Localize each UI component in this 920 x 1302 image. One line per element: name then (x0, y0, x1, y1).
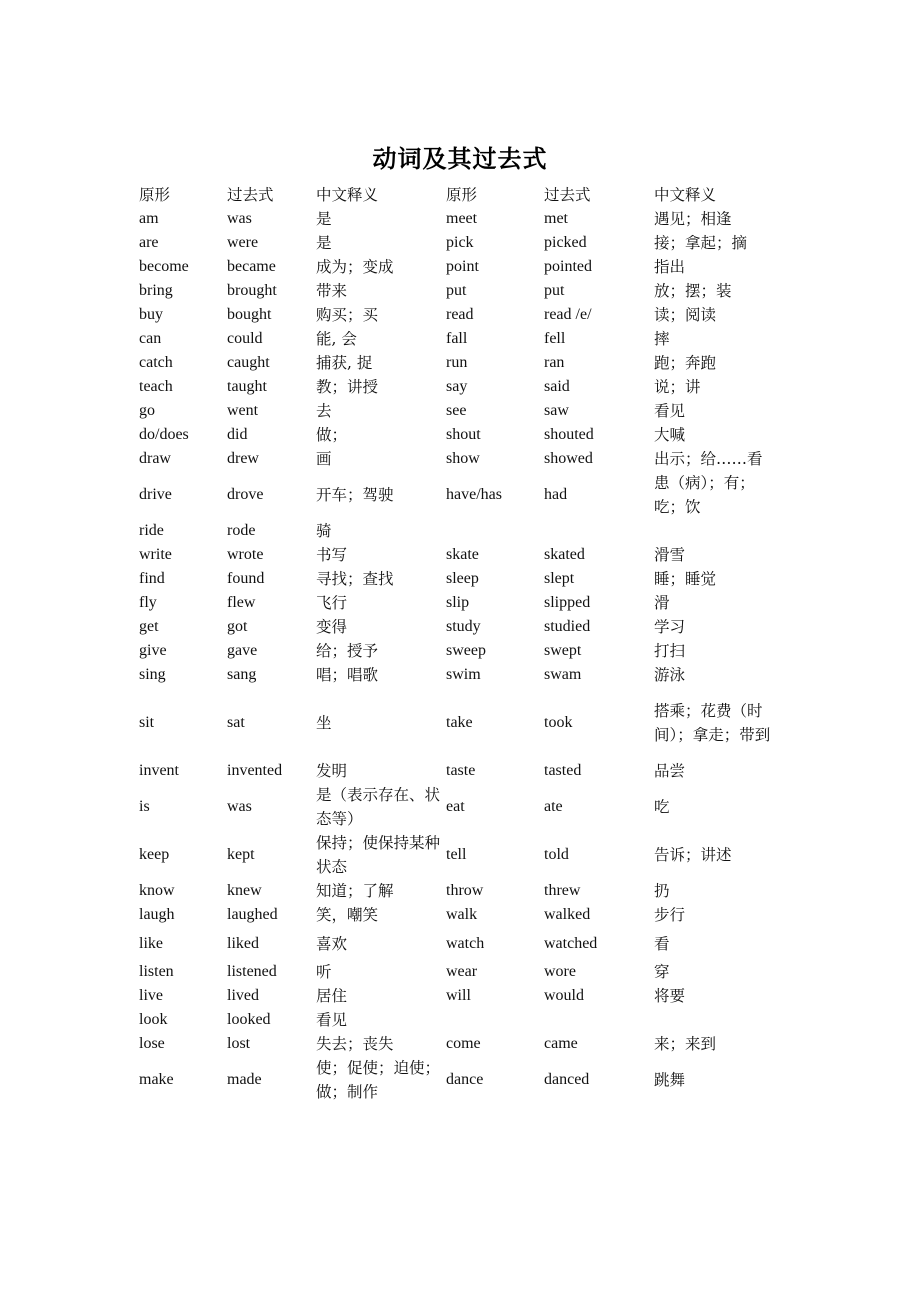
past-form-cell: ate (544, 798, 563, 815)
past-form-cell: wrote (227, 546, 264, 563)
chinese-meaning-cell: 说；讲 (654, 378, 701, 396)
chinese-meaning-cell: 学习 (654, 618, 686, 636)
base-form-cell: catch (139, 354, 173, 371)
table-row (133, 783, 783, 831)
past-form-cell: went (227, 402, 259, 419)
base-form-cell: swim (446, 666, 481, 683)
past-form-cell: drew (227, 450, 259, 467)
base-form-cell: sing (139, 666, 166, 683)
past-form-cell: laughed (227, 906, 278, 923)
past-form-cell: slipped (544, 594, 591, 611)
past-form-cell: showed (544, 450, 593, 467)
past-form-cell: found (227, 570, 265, 587)
chinese-meaning-cell: 滑 (654, 594, 670, 612)
past-form-cell: brought (227, 282, 277, 299)
base-form-cell: go (139, 402, 155, 419)
chinese-meaning-cell: 书写 (316, 546, 348, 564)
chinese-meaning-cell: 吃 (654, 798, 670, 816)
verb-table (133, 183, 783, 1104)
base-form-cell: will (446, 987, 471, 1004)
past-form-cell: pointed (544, 258, 592, 275)
chinese-meaning-cell: 能, 会 (316, 330, 357, 348)
table-row (133, 567, 783, 591)
past-form-cell: taught (227, 378, 267, 395)
table-row (133, 255, 783, 279)
chinese-meaning-cell: 步行 (654, 906, 686, 924)
base-form-cell: eat (446, 798, 465, 815)
past-form-cell: slept (544, 570, 575, 587)
base-form-cell: tell (446, 846, 467, 863)
past-form-cell: gave (227, 642, 258, 659)
base-form-cell: run (446, 354, 468, 371)
past-form-cell: sang (227, 666, 257, 683)
chinese-meaning-cell: 居住 (316, 987, 348, 1005)
base-form-cell: ride (139, 522, 164, 539)
past-form-cell: bought (227, 306, 272, 323)
chinese-meaning-cell: 来；来到 (654, 1035, 717, 1053)
past-form-cell: came (544, 1035, 578, 1052)
chinese-meaning-cell: 成为；变成 (316, 258, 394, 276)
chinese-meaning-cell: 看见 (316, 1011, 348, 1029)
base-form-cell: bring (139, 282, 173, 299)
header-base-form: 原形 (139, 186, 171, 204)
past-form-cell: kept (227, 846, 255, 863)
chinese-meaning-cell: 放；摆；装 (654, 282, 732, 300)
chinese-meaning-cell: 听 (316, 963, 332, 981)
past-form-cell: said (544, 378, 570, 395)
chinese-meaning-cell: 跑；奔跑 (654, 354, 717, 372)
base-form-cell: find (139, 570, 165, 587)
base-form-cell: throw (446, 882, 484, 899)
header-past-form: 过去式 (544, 186, 591, 204)
base-form-cell: like (139, 934, 163, 952)
chinese-meaning-cell: 睡；睡觉 (654, 570, 717, 588)
table-row (133, 960, 783, 984)
chinese-meaning-cell: 知道；了解 (316, 882, 394, 900)
base-form-cell (440, 1008, 538, 1032)
base-form-cell: slip (446, 594, 470, 611)
chinese-meaning-cell: 使；促使；迫使；做；制作 (316, 1059, 441, 1101)
base-form-cell: dance (446, 1071, 484, 1088)
chinese-meaning-cell: 看见 (654, 402, 686, 420)
past-form-cell: looked (227, 1011, 271, 1028)
past-form-cell: saw (544, 402, 569, 419)
base-form-cell: put (446, 282, 467, 299)
past-form-cell: lived (227, 987, 259, 1004)
table-row (133, 639, 783, 663)
chinese-meaning-cell: 给；授予 (316, 642, 379, 660)
past-form-cell: got (227, 618, 248, 635)
chinese-meaning-cell: 接；拿起；摘 (654, 234, 748, 252)
base-form-cell: drive (139, 486, 172, 503)
past-form-cell: would (544, 987, 584, 1004)
base-form-cell: have/has (446, 486, 502, 503)
past-form-cell: liked (227, 934, 259, 952)
past-form-cell: was (227, 798, 252, 815)
table-row (133, 831, 783, 879)
base-form-cell: walk (446, 906, 478, 923)
base-form-cell: write (139, 546, 172, 563)
base-form-cell: watch (446, 934, 485, 952)
chinese-meaning-cell: 飞行 (316, 594, 348, 612)
past-form-cell: listened (227, 963, 277, 980)
base-form-cell: see (446, 402, 467, 419)
base-form-cell: keep (139, 846, 170, 863)
chinese-meaning-cell: 是 (316, 234, 332, 252)
base-form-cell: know (139, 882, 175, 899)
base-form-cell: draw (139, 450, 171, 467)
chinese-meaning-cell: 大喊 (654, 426, 686, 444)
base-form-cell: come (446, 1035, 481, 1052)
past-form-cell: skated (544, 546, 585, 563)
chinese-meaning-cell: 患（病）；有；吃；饮 (654, 474, 755, 516)
chinese-meaning-cell: 教；讲授 (316, 378, 379, 396)
past-form-cell: rode (227, 522, 256, 539)
chinese-meaning-cell: 将要 (654, 987, 686, 1005)
table-row (133, 1056, 783, 1104)
table-row (133, 543, 783, 567)
chinese-meaning-cell: 画 (316, 450, 332, 468)
past-form-cell: did (227, 426, 248, 443)
table-row (133, 303, 783, 327)
past-form-cell (538, 1008, 648, 1032)
table-row (133, 423, 783, 447)
chinese-meaning-cell: 带来 (316, 282, 348, 300)
chinese-meaning-cell: 跳舞 (654, 1071, 686, 1089)
table-row (133, 759, 783, 783)
base-form-cell: is (139, 798, 150, 815)
chinese-meaning-cell: 变得 (316, 618, 348, 636)
table-row (133, 231, 783, 255)
table-row (133, 207, 783, 231)
chinese-meaning-cell: 做； (316, 426, 348, 444)
past-form-cell: swept (544, 642, 582, 659)
base-form-cell: sleep (446, 570, 479, 587)
table-row (133, 519, 783, 543)
base-form-cell (440, 519, 538, 543)
past-form-cell: shouted (544, 426, 594, 443)
table-row (133, 1008, 783, 1032)
table-row (133, 687, 783, 759)
base-form-cell: sit (139, 714, 155, 731)
table-row (133, 591, 783, 615)
past-form-cell (538, 519, 648, 543)
base-form-cell: listen (139, 963, 174, 980)
chinese-meaning-cell: 坐 (316, 714, 332, 732)
chinese-meaning-cell: 开车；驾驶 (316, 486, 394, 504)
base-form-cell: read (446, 306, 474, 323)
chinese-meaning-cell: 滑雪 (654, 546, 686, 564)
past-form-cell: danced (544, 1071, 590, 1088)
past-form-cell: tasted (544, 762, 582, 779)
table-row (133, 375, 783, 399)
past-form-cell: told (544, 846, 569, 863)
base-form-cell: wear (446, 963, 478, 980)
chinese-meaning-cell: 告诉；讲述 (654, 846, 732, 864)
chinese-meaning-cell: 看 (654, 934, 670, 953)
chinese-meaning-cell: 保持；使保持某种状态 (316, 834, 441, 876)
past-form-cell: drove (227, 486, 264, 503)
chinese-meaning-cell: 遇见；相逢 (654, 210, 732, 228)
chinese-meaning-cell: 打扫 (654, 642, 686, 660)
table-row (133, 984, 783, 1008)
base-form-cell: sweep (446, 642, 486, 659)
past-form-cell: invented (227, 762, 283, 779)
base-form-cell: taste (446, 762, 476, 779)
base-form-cell: point (446, 258, 479, 275)
header-chinese-meaning: 中文释义 (654, 186, 717, 204)
past-form-cell: swam (544, 666, 582, 683)
chinese-meaning-cell: 唱；唱歌 (316, 666, 379, 684)
past-form-cell: made (227, 1071, 262, 1088)
base-form-cell: are (139, 234, 159, 251)
table-row (133, 1032, 783, 1056)
chinese-meaning-cell: 去 (316, 402, 332, 420)
base-form-cell: fall (446, 330, 468, 347)
table-row (133, 927, 783, 960)
base-form-cell: shout (446, 426, 481, 443)
past-form-cell: walked (544, 906, 591, 923)
base-form-cell: skate (446, 546, 479, 563)
past-form-cell: ran (544, 354, 565, 371)
base-form-cell: live (139, 987, 163, 1004)
table-row (133, 327, 783, 351)
chinese-meaning-cell: 喜欢 (316, 934, 348, 953)
chinese-meaning-cell: 摔 (654, 330, 670, 348)
base-form-cell: lose (139, 1035, 165, 1052)
table-row (133, 903, 783, 927)
header-chinese-meaning: 中文释义 (316, 186, 379, 204)
past-form-cell: lost (227, 1035, 251, 1052)
past-form-cell: put (544, 282, 565, 299)
chinese-meaning-cell: 是（表示存在、状态等） (316, 786, 441, 828)
chinese-meaning-cell: 失去；丧失 (316, 1035, 394, 1053)
past-form-cell: caught (227, 354, 270, 371)
chinese-meaning-cell: 购买；买 (316, 306, 379, 324)
table-row (133, 279, 783, 303)
base-form-cell: do/does (139, 426, 189, 443)
past-form-cell: wore (544, 963, 576, 980)
base-form-cell: say (446, 378, 468, 395)
table-row (133, 471, 783, 519)
past-form-cell: read /e/ (544, 306, 592, 323)
past-form-cell: flew (227, 594, 256, 611)
chinese-meaning-cell: 搭乘；花费（时间）；拿走；带到 (654, 702, 771, 744)
chinese-meaning-cell: 扔 (654, 882, 670, 900)
past-form-cell: had (544, 486, 568, 503)
base-form-cell: meet (446, 210, 478, 227)
chinese-meaning-cell: 是 (316, 210, 332, 228)
past-form-cell: were (227, 234, 259, 251)
past-form-cell: watched (544, 934, 598, 952)
table-row (133, 399, 783, 423)
table-row (133, 351, 783, 375)
base-form-cell: pick (446, 234, 474, 251)
table-row (133, 663, 783, 687)
past-form-cell: fell (544, 330, 566, 347)
past-form-cell: could (227, 330, 263, 347)
base-form-cell: make (139, 1071, 174, 1088)
chinese-meaning-cell (648, 1008, 783, 1032)
past-form-cell: knew (227, 882, 262, 899)
base-form-cell: teach (139, 378, 173, 395)
chinese-meaning-cell (648, 519, 783, 543)
past-form-cell: studied (544, 618, 591, 635)
page-title: 动词及其过去式 (372, 145, 548, 173)
base-form-cell: show (446, 450, 480, 467)
chinese-meaning-cell: 游泳 (654, 666, 686, 684)
chinese-meaning-cell: 发明 (316, 762, 348, 780)
past-form-cell: took (544, 714, 573, 731)
past-form-cell: picked (544, 234, 587, 251)
base-form-cell: laugh (139, 906, 175, 923)
base-form-cell: look (139, 1011, 168, 1028)
base-form-cell: get (139, 618, 159, 635)
base-form-cell: study (446, 618, 481, 635)
past-form-cell: threw (544, 882, 581, 899)
base-form-cell: am (139, 210, 159, 227)
chinese-meaning-cell: 捕获, 捉 (316, 354, 373, 372)
chinese-meaning-cell: 指出 (654, 258, 686, 276)
base-form-cell: fly (139, 594, 157, 611)
table-row (133, 447, 783, 471)
table-row (133, 879, 783, 903)
chinese-meaning-cell: 出示；给……看 (654, 450, 763, 468)
base-form-cell: become (139, 258, 189, 275)
table-row (133, 615, 783, 639)
past-form-cell: became (227, 258, 276, 275)
chinese-meaning-cell: 骑 (316, 522, 332, 540)
base-form-cell: give (139, 642, 167, 659)
base-form-cell: can (139, 330, 162, 347)
past-form-cell: was (227, 210, 252, 227)
chinese-meaning-cell: 寻找；查找 (316, 570, 394, 588)
table-header-row (133, 183, 783, 207)
chinese-meaning-cell: 读；阅读 (654, 306, 717, 324)
header-base-form: 原形 (446, 186, 478, 204)
past-form-cell: sat (227, 714, 245, 731)
base-form-cell: invent (139, 762, 179, 779)
header-past-form: 过去式 (227, 186, 274, 204)
chinese-meaning-cell: 笑，嘲笑 (316, 906, 379, 924)
base-form-cell: take (446, 714, 473, 731)
past-form-cell: met (544, 210, 568, 227)
chinese-meaning-cell: 品尝 (654, 762, 686, 780)
chinese-meaning-cell: 穿 (654, 963, 670, 981)
base-form-cell: buy (139, 306, 163, 323)
